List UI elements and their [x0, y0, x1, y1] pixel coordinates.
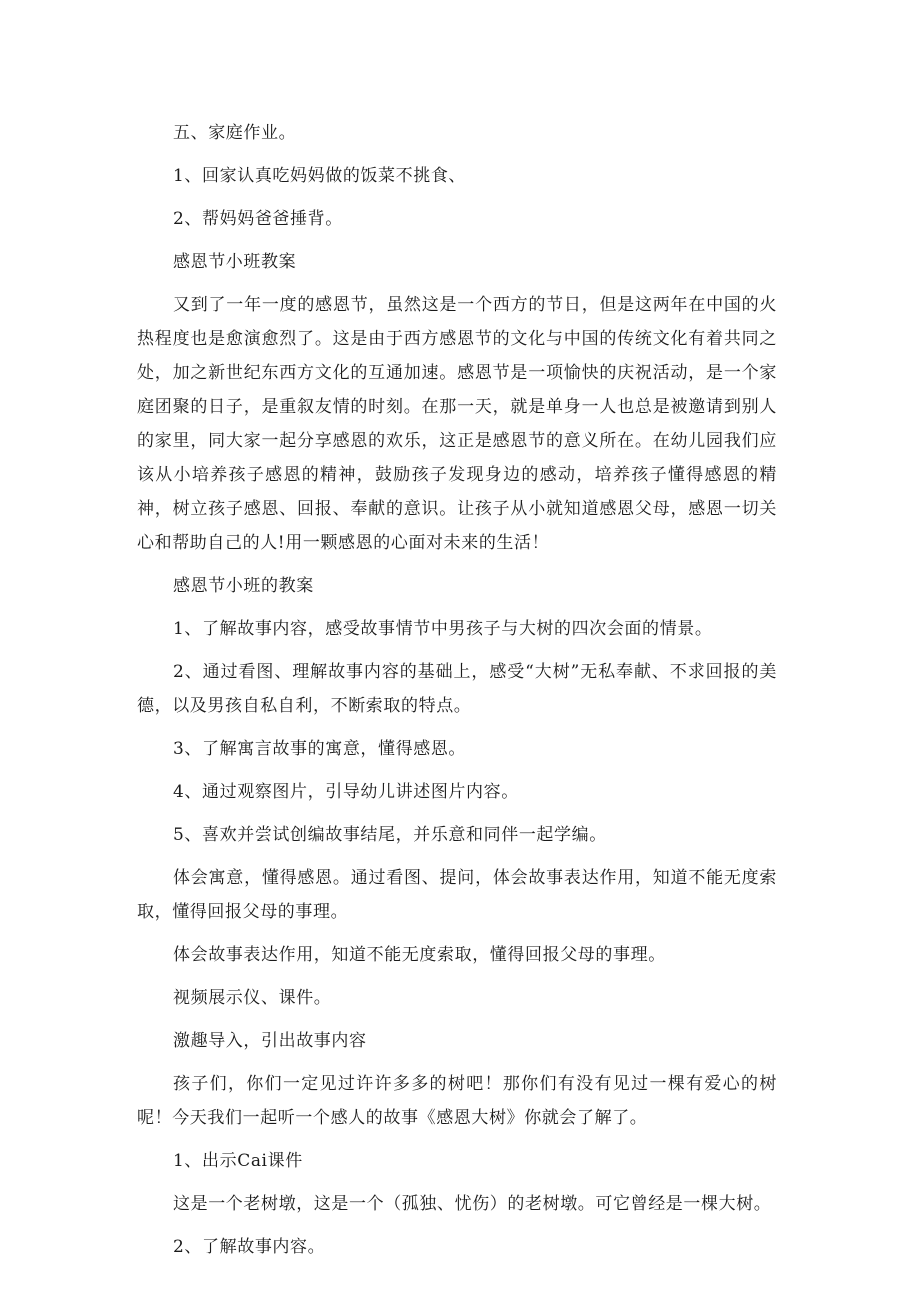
homework-heading: 五、家庭作业。: [173, 123, 297, 143]
key-points-paragraph: 体会寓意，懂得感恩。通过看图、提问，体会故事表达作用，知道不能无度索取，懂得回报父母的事理。: [137, 868, 777, 922]
materials-paragraph: 视频展示仪、课件。: [173, 988, 332, 1008]
goal-item-1: 1、了解故事内容，感受故事情节中男孩子与大树的四次会面的情景。: [173, 619, 713, 639]
goal-item-4: 4、通过观察图片，引导幼儿讲述图片内容。: [173, 782, 519, 802]
goal-item-3: 3、了解寓言故事的寓意，懂得感恩。: [173, 739, 467, 759]
difficulty-paragraph: 体会故事表达作用，知道不能无度索取，懂得回报父母的事理。: [173, 945, 666, 965]
section-title-lesson-plan-2: 感恩节小班的教案: [173, 576, 314, 596]
activity-step-1-text: 这是一个老树墩，这是一个（孤独、忧伤）的老树墩。可它曾经是一棵大树。: [173, 1194, 772, 1214]
intro-paragraph: 又到了一年一度的感恩节，虽然这是一个西方的节日，但是这两年在中国的火热程度也是愈演愈烈了。这是由于西方感恩节的文化与中国的传统文化有着共同之处，加之新世纪东西方文化的互通加速。感恩节是一项愉快的庆祝活动，是一个家庭团聚的日子，是重叙友情的时刻。在那一天，就是单身一人也总是被邀请到别人的家里，同大家一起分享感恩的欢乐，这正是感恩节的意义所在。在幼儿园我们应该从小培养孩子感恩的精神，鼓励孩子发现身边的感动，培养孩子懂得感恩的精神，树立孩子感恩、回报、奉献的意识。让孩子从小就知道感恩父母，感恩一切关心和帮助自己的人!用一颗感恩的心面对未来的生活！: [137, 295, 777, 553]
activity-step-1: 1、出示Cai课件: [173, 1151, 303, 1171]
activity-intro-paragraph: 孩子们，你们一定见过许许多多的树吧！那你们有没有见过一棵有爱心的树呢！今天我们一起听一个感人的故事《感恩大树》你就会了解了。: [137, 1074, 777, 1128]
homework-item-2: 2、帮妈妈爸爸捶背。: [173, 209, 343, 229]
section-title-lesson-plan: 感恩节小班教案: [173, 252, 297, 272]
activity-step-2: 2、了解故事内容。: [173, 1237, 326, 1257]
goal-item-5: 5、喜欢并尝试创编故事结尾，并乐意和同伴一起学编。: [173, 825, 607, 845]
goal-item-2: 2、通过看图、理解故事内容的基础上，感受“大树”无私奉献、不求回报的美德，以及男孩自私自利，不断索取的特点。: [137, 662, 777, 716]
activity-step-heading: 激趣导入，引出故事内容: [173, 1031, 367, 1051]
document-body: [137, 116, 777, 1273]
homework-item-1: 1、回家认真吃妈妈做的饭菜不挑食、: [173, 166, 467, 186]
